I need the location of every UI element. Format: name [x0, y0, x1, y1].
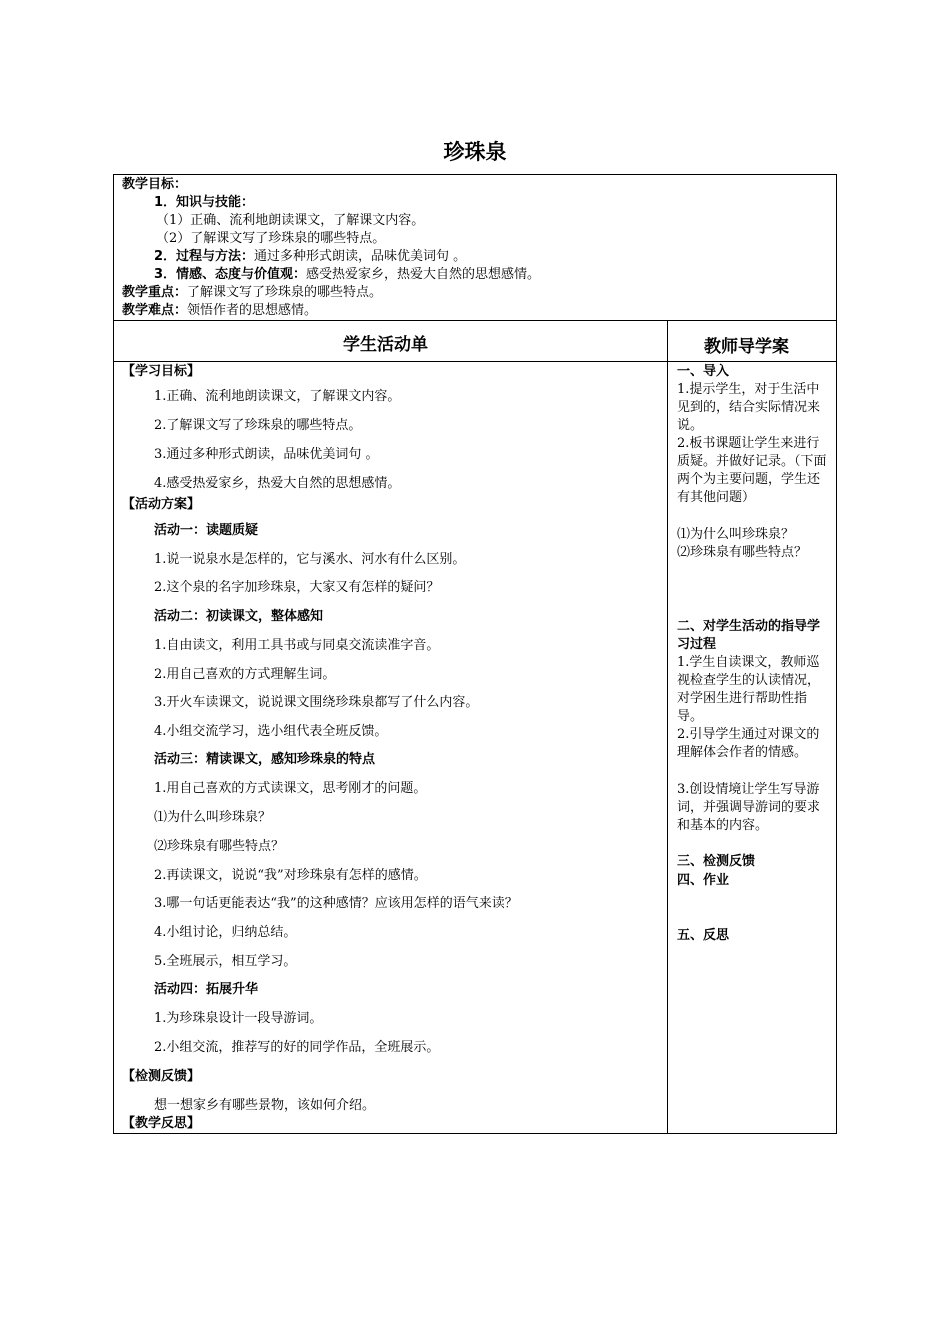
emotion-text: 感受热爱家乡，热爱大自然的思想感情。: [306, 267, 541, 282]
activity-item: 3.哪一句话更能表达“我”的这种感情？应该用怎样的语气来读？: [154, 896, 518, 911]
row-divider-top: [113, 320, 837, 321]
teacher-question: ⑵珍珠泉有哪些特点？: [677, 545, 808, 560]
teacher-step-3: 三、检测反馈: [677, 854, 756, 869]
activity-item: 2.用自己喜欢的方式理解生词。: [154, 667, 336, 682]
activity-item: 2.小组交流，推荐写的好的同学作品，全班展示。: [154, 1040, 440, 1055]
activity-item: 1.自由读文，利用工具书或与同桌交流读准字音。: [154, 638, 440, 653]
page-title: 珍珠泉: [443, 140, 507, 164]
goal-item: 1.正确、流利地朗读课文，了解课文内容。: [154, 389, 401, 404]
goal-item: 2.了解课文写了珍珠泉的哪些特点。: [154, 418, 362, 433]
activity-item: 4.小组交流学习，选小组代表全班反馈。: [154, 724, 388, 739]
key-label: 教学重点：: [122, 285, 188, 300]
difficulty: [122, 302, 317, 320]
knowledge-label: 1．知识与技能：: [154, 195, 255, 210]
student-column-header: 学生活动单: [343, 335, 428, 355]
activity-3-title: 活动三：精读课文，感知珍珠泉的特点: [154, 752, 376, 767]
section-feedback: 【检测反馈】: [122, 1069, 201, 1084]
process-text: 通过多种形式朗读，品味优美词句 。: [254, 249, 467, 264]
process-label: 2．过程与方法：: [154, 249, 255, 264]
activity-item: 2.再读课文，说说“我”对珍珠泉有怎样的感情。: [154, 868, 427, 883]
activity-item: 4.小组讨论，归纳总结。: [154, 925, 297, 940]
teacher-step-1: 一、导入: [677, 364, 730, 379]
feedback-text: 想一想家乡有哪些景物，该如何介绍。: [154, 1098, 376, 1113]
activity-item: 2.这个泉的名字加珍珠泉，大家又有怎样的疑问？: [154, 580, 440, 595]
activity-item: 3.开火车读课文，说说课文围绕珍珠泉都写了什么内容。: [154, 695, 479, 710]
teacher-column-header: 教师导学案: [704, 337, 789, 357]
activity-item: 5.全班展示，相互学习。: [154, 954, 297, 969]
teacher-step-5: 五、反思: [677, 928, 730, 943]
activity-1-title: 活动一：读题质疑: [154, 523, 259, 538]
activity-question: ⑴为什么叫珍珠泉？: [154, 810, 272, 825]
column-divider: [667, 320, 668, 1134]
teacher-note: 1.学生自读课文，教师巡视检查学生的认读情况，对学困生进行帮助性指导。: [677, 655, 821, 724]
activity-item: 1.说一说泉水是怎样的，它与溪水、河水有什么区别。: [154, 552, 466, 567]
teacher-question: ⑴为什么叫珍珠泉？: [677, 527, 795, 542]
goal-item: 4.感受热爱家乡，热爱大自然的思想感情。: [154, 476, 401, 491]
difficulty-text: 领悟作者的思想感情。: [187, 303, 318, 318]
activity-4-title: 活动四：拓展升华: [154, 982, 259, 997]
section-reflection: 【教学反思】: [122, 1116, 201, 1131]
teacher-note: 3.创设情境让学生写导游词，并强调导游词的要求和基本的内容。: [677, 782, 821, 833]
knowledge-item-2: （2）了解课文写了珍珠泉的哪些特点。: [156, 231, 386, 246]
activity-item: 1.用自己喜欢的方式读课文，思考刚才的问题。: [154, 781, 427, 796]
activity-question: ⑵珍珠泉有哪些特点？: [154, 839, 285, 854]
key-point: [122, 284, 382, 302]
difficulty-label: 教学难点：: [122, 303, 188, 318]
section-learning-goals: 【学习目标】: [122, 364, 201, 379]
activity-item: 1.为珍珠泉设计一段导游词。: [154, 1011, 323, 1026]
activity-2-title: 活动二：初读课文，整体感知: [154, 609, 324, 624]
teacher-note: 2.板书课题让学生来进行质疑。并做好记录。（下面两个为主要问题，学生还有其他问题）: [677, 436, 827, 505]
knowledge-item-1: （1）正确、流利地朗读课文，了解课文内容。: [156, 213, 425, 228]
emotion-label: 3．情感、态度与价值观：: [154, 267, 307, 282]
emotion-goal: [154, 266, 540, 284]
teacher-note: 1.提示学生，对于生活中见到的，结合实际情况来说。: [677, 382, 821, 433]
process-goal: [154, 248, 466, 266]
goal-item: 3.通过多种形式朗读，品味优美词句 。: [154, 447, 379, 462]
key-text: 了解课文写了珍珠泉的哪些特点。: [187, 285, 383, 300]
teacher-step-4: 四、作业: [677, 873, 730, 888]
section-activity-plan: 【活动方案】: [122, 497, 201, 512]
goals-heading: 教学目标：: [122, 177, 188, 192]
teacher-note: 2.引导学生通过对课文的理解体会作者的情感。: [677, 727, 820, 760]
row-divider-header: [113, 361, 837, 362]
teacher-step-2: 二、对学生活动的指导学习过程: [677, 619, 821, 652]
